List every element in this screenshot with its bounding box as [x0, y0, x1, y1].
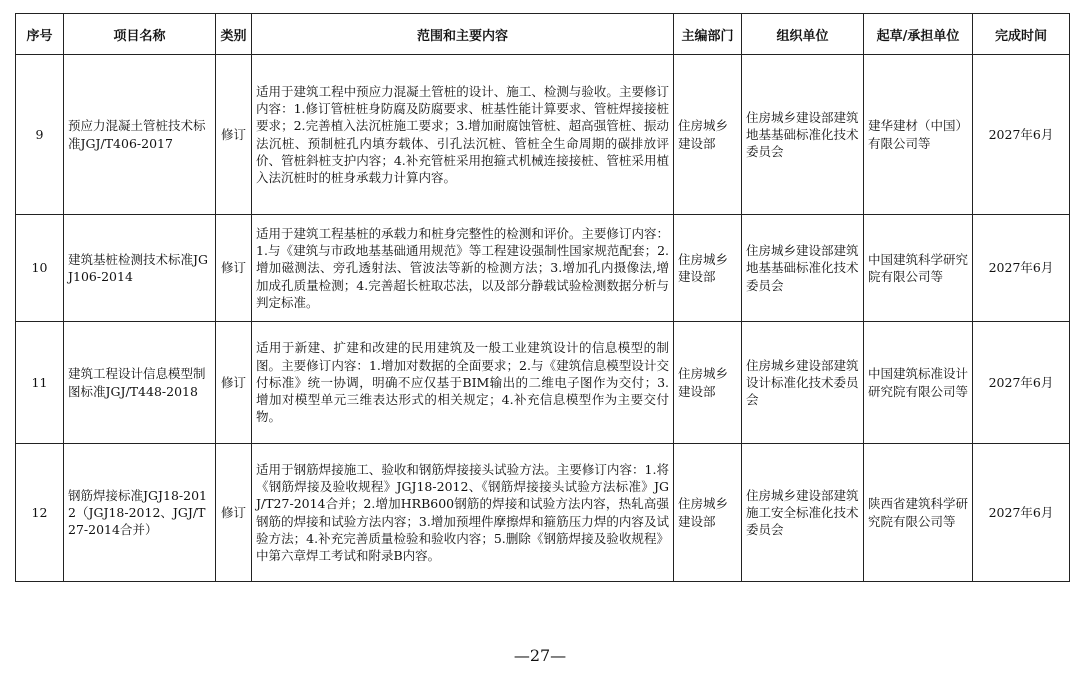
row-type: 修订 [216, 215, 252, 322]
row-chief-dept: 住房城乡建设部 [674, 215, 742, 322]
row-drafter: 建华建材（中国）有限公司等 [864, 55, 973, 215]
header-type: 类别 [216, 14, 252, 55]
row-organizer: 住房城乡建设部建筑地基基础标准化技术委员会 [742, 215, 864, 322]
row-project-name: 建筑工程设计信息模型制图标准JGJ/T448-2018 [64, 322, 216, 444]
header-project-name: 项目名称 [64, 14, 216, 55]
header-scope: 范围和主要内容 [252, 14, 674, 55]
row-type: 修订 [216, 444, 252, 582]
row-type: 修订 [216, 55, 252, 215]
header-completion-time: 完成时间 [973, 14, 1070, 55]
row-no: 9 [16, 55, 64, 215]
row-chief-dept: 住房城乡建设部 [674, 322, 742, 444]
row-drafter: 中国建筑科学研究院有限公司等 [864, 215, 973, 322]
row-completion-time: 2027年6月 [973, 444, 1070, 582]
row-scope: 适用于建筑工程中预应力混凝土管桩的设计、施工、检测与验收。主要修订内容：1.修订管桩桩身防腐及防腐要求、桩基性能计算要求、管桩焊接接桩要求；2.完善植入法沉桩施工要求；3.增加耐腐蚀管桩、超高强管桩、振动法沉桩、预制桩孔内填夯载体、引孔法沉桩、管桩全生命周期的碳排放评价、管桩斜桩支护内容；4.补充管桩采用抱箍式机械连接接桩、管桩采用植入法沉桩时的桩身承载力计算内容。 [252, 55, 674, 215]
row-chief-dept: 住房城乡建设部 [674, 55, 742, 215]
table-row [16, 322, 1070, 444]
row-organizer: 住房城乡建设部建筑地基基础标准化技术委员会 [742, 55, 864, 215]
header-chief-dept: 主编部门 [674, 14, 742, 55]
row-completion-time: 2027年6月 [973, 322, 1070, 444]
table-row [16, 444, 1070, 582]
table-header-row [16, 14, 1070, 55]
row-scope: 适用于钢筋焊接施工、验收和钢筋焊接接头试验方法。主要修订内容：1.将《钢筋焊接及验收规程》JGJ18-2012、《钢筋焊接接头试验方法标准》JGJ/T27-2014合并；2.增加HRB600钢筋的焊接和试验方法内容，热轧高强钢筋的焊接和试验方法内容；3.增加预埋件摩擦焊和箍筋压力焊的内容及试验方法；4.补充完善质量检验和验收内容；5.删除《钢筋焊接及验收规程》中第六章焊工考试和附录B内容。 [252, 444, 674, 582]
standards-table [15, 13, 1070, 582]
row-project-name: 建筑基桩检测技术标准JGJ106-2014 [64, 215, 216, 322]
row-project-name: 预应力混凝土管桩技术标准JGJ/T406-2017 [64, 55, 216, 215]
row-completion-time: 2027年6月 [973, 55, 1070, 215]
row-type: 修订 [216, 322, 252, 444]
table-row [16, 55, 1070, 215]
row-project-name: 钢筋焊接标准JGJ18-2012（JGJ18-2012、JGJ/T27-2014合并） [64, 444, 216, 582]
row-organizer: 住房城乡建设部建筑施工安全标准化技术委员会 [742, 444, 864, 582]
header-no: 序号 [16, 14, 64, 55]
row-drafter: 陕西省建筑科学研究院有限公司等 [864, 444, 973, 582]
row-completion-time: 2027年6月 [973, 215, 1070, 322]
row-no: 11 [16, 322, 64, 444]
table-row [16, 215, 1070, 322]
row-drafter: 中国建筑标准设计研究院有限公司等 [864, 322, 973, 444]
row-organizer: 住房城乡建设部建筑设计标准化技术委员会 [742, 322, 864, 444]
row-no: 10 [16, 215, 64, 322]
page-number: —27— [513, 646, 567, 665]
row-no: 12 [16, 444, 64, 582]
row-scope: 适用于建筑工程基桩的承载力和桩身完整性的检测和评价。主要修订内容：1.与《建筑与市政地基基础通用规范》等工程建设强制性国家规范配套；2.增加磁测法、旁孔透射法、管波法等新的检测方法；3.增加孔内摄像法,增加成孔质量检测；4.完善超长桩取芯法，以及部分静载试验检测数据分析与判定标准。 [252, 215, 674, 322]
header-drafter: 起草/承担单位 [864, 14, 973, 55]
row-chief-dept: 住房城乡建设部 [674, 444, 742, 582]
header-organizer: 组织单位 [742, 14, 864, 55]
row-scope: 适用于新建、扩建和改建的民用建筑及一般工业建筑设计的信息模型的制图。主要修订内容：1.增加对数据的全面要求；2.与《建筑信息模型设计交付标准》统一协调，明确不应仅基于BIM输出的二维电子图作为交付；3.增加对模型单元三维表达形式的相关规定；4.补充信息模型作为主要交付物。 [252, 322, 674, 444]
